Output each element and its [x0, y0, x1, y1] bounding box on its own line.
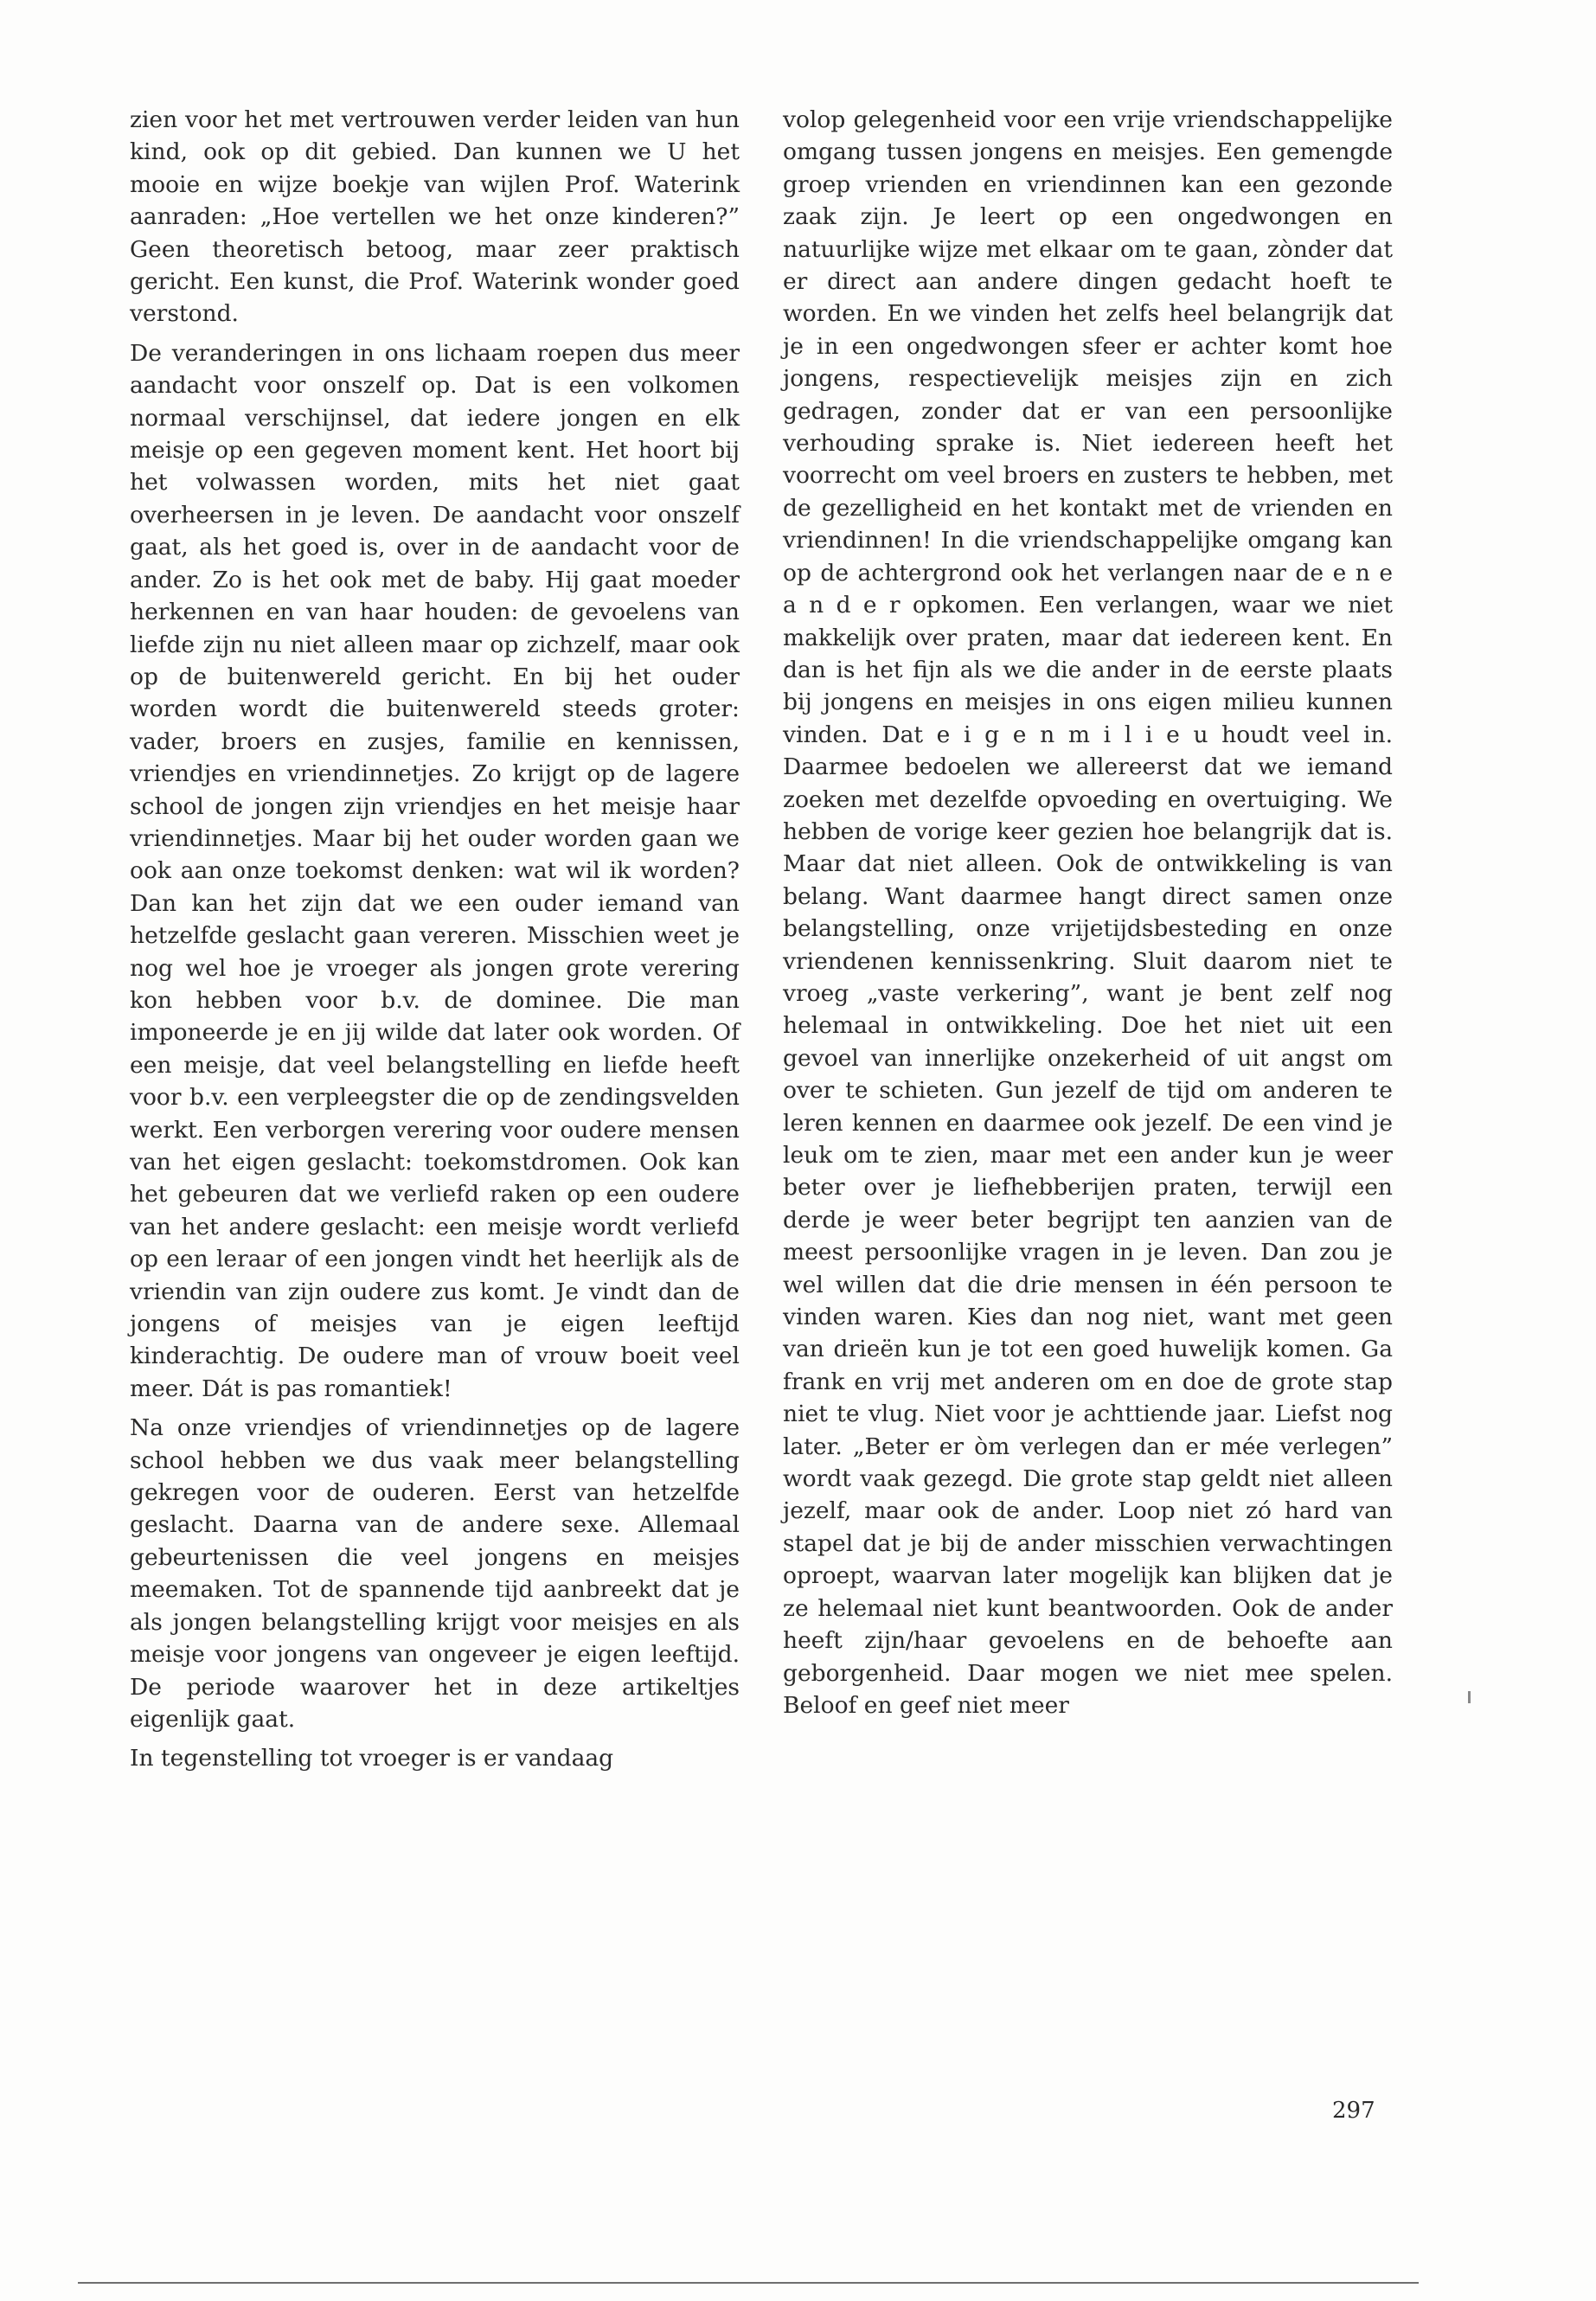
- paragraph: volop gelegenheid voor een vrije vriendschappelijke omgang tussen jongens en meisjes. Een gemengde groep vrienden en vriendinnen kan een gezonde zaak zijn. Je leert op een ongedwongen en natuurlijke wijze met elkaar om te gaan, zònder dat er direct aan andere dingen gedacht hoeft te worden. En we vinden het zelfs heel belangrijk dat je in een ongedwongen sfeer er achter komt hoe jongens, respectievelijk meisjes zijn en zich gedragen, zonder dat er van een persoonlijke verhouding sprake is. Niet iedereen heeft het voorrecht om veel broers en zusters te hebben, met de gezelligheid en het kontakt met de vrienden en vriendinnen! In die vriendschappelijke omgang kan op de achtergrond ook het verlangen naar de e n e a n d e r opkomen. Een verlangen, waar we niet makkelijk over praten, maar dat iedereen kent. En dan is het fijn als we die ander in de eerste plaats bij jongens en meisjes in ons eigen milieu kunnen vinden. Dat e i g e n m i l i e u houdt veel in. Daarmee bedoelen we allereerst dat we iemand zoeken met dezelfde opvoeding en overtuiging. We hebben de vorige keer gezien hoe belangrijk dat is. Maar dat niet alleen. Ook de ontwikkeling is van belang. Want daarmee hangt direct samen onze belangstelling, onze vrijetijdsbesteding en onze vriendenen kennissenkring. Sluit daarom niet te vroeg „vaste verkering”, want je bent zelf nog helemaal in ontwikkeling. Doe het niet uit een gevoel van innerlijke onzekerheid of uit angst om over te schieten. Gun jezelf de tijd om anderen te leren kennen en daarmee ook jezelf. De een vind je leuk om te zien, maar met een ander kun je weer beter over je liefhebberijen praten, terwijl een derde je weer beter begrijpt ten aanzien van de meest persoonlijke vragen in je leven. Dan zou je wel willen dat die drie mensen in één persoon te vinden waren. Kies dan nog niet, want met geen van drieën kun je tot een goed huwelijk komen. Ga frank en vrij met anderen om en doe de grote stap niet te vlug. Niet voor je achttiende jaar. Liefst nog later. „Beter er òm verlegen dan er mée verlegen” wordt vaak gezegd. Die grote stap geldt niet alleen jezelf, maar ook de ander. Loop niet zó hard van stapel dat je bij de ander misschien verwachtingen oproept, waarvan later mogelijk kan blijken dat je ze helemaal niet kunt beantwoorden. Ook de ander heeft zijn/haar gevoelens en de behoefte aan geborgenheid. Daar mogen we niet mee spelen. Beloof en geef niet meer: [783, 106, 1393, 1719]
- paragraph: In tegenstelling tot vroeger is er vandaag: [130, 1745, 614, 1772]
- page-number: 297: [1332, 2098, 1375, 2124]
- right-text-column: [783, 104, 1393, 1721]
- left-text-column: [130, 104, 740, 1775]
- paragraph: Na onze vriendjes of vriendinnetjes op de lagere school hebben we dus vaak meer belangstelling gekregen voor de ouderen. Eerst van hetzelfde geslacht. Daarna van de andere sexe. Allemaal gebeurtenissen die veel jongens en meisjes meemaken. Tot de spannende tijd aanbreekt dat je als jongen belangstelling krijgt voor meisjes en als meisje voor jongens van ongeveer je eigen leeftijd. De periode waarover het in deze artikeltjes eigenlijk gaat.: [130, 1414, 740, 1733]
- margin-mark: [1468, 1691, 1471, 1703]
- paragraph: zien voor het met vertrouwen verder leiden van hun kind, ook op dit gebied. Dan kunnen we U het mooie en wijze boekje van wijlen Prof. Waterink aanraden: „Hoe vertellen we het onze kinderen?” Geen theoretisch betoog, maar zeer praktisch gericht. Een kunst, die Prof. Waterink wonder goed verstond.: [130, 106, 740, 328]
- paragraph: De veranderingen in ons lichaam roepen dus meer aandacht voor onszelf op. Dat is een volkomen normaal verschijnsel, dat iedere jongen en elk meisje op een gegeven moment kent. Het hoort bij het volwassen worden, mits het niet gaat overheersen in je leven. De aandacht voor onszelf gaat, als het goed is, over in de aandacht voor de ander. Zo is het ook met de baby. Hij gaat moeder herkennen en van haar houden: de gevoelens van liefde zijn nu niet alleen maar op zichzelf, maar ook op de buitenwereld gericht. En bij het ouder worden wordt die buitenwereld steeds groter: vader, broers en zusjes, familie en kennissen, vriendjes en vriendinnetjes. Zo krijgt op de lagere school de jongen zijn vriendjes en het meisje haar vriendinnetjes. Maar bij het ouder worden gaan we ook aan onze toekomst denken: wat wil ik worden? Dan kan het zijn dat we een ouder iemand van hetzelfde geslacht gaan vereren. Misschien weet je nog wel hoe je vroeger als jongen grote verering kon hebben voor b.v. de dominee. Die man imponeerde je en jij wilde dat later ook worden. Of een meisje, dat veel belangstelling en liefde heeft voor b.v. een verpleegster die op de zendingsvelden werkt. Een verborgen verering voor oudere mensen van het eigen geslacht: toekomstdromen. Ook kan het gebeuren dat we verliefd raken op een oudere van het andere geslacht: een meisje wordt verliefd op een leraar of een jongen vindt het heerlijk als de vriendin van zijn oudere zus komt. Je vindt dan de jongens of meisjes van je eigen leeftijd kinderachtig. De oudere man of vrouw boeit veel meer. Dát is pas romantiek!: [130, 339, 740, 1402]
- bottom-rule: [78, 2282, 1419, 2284]
